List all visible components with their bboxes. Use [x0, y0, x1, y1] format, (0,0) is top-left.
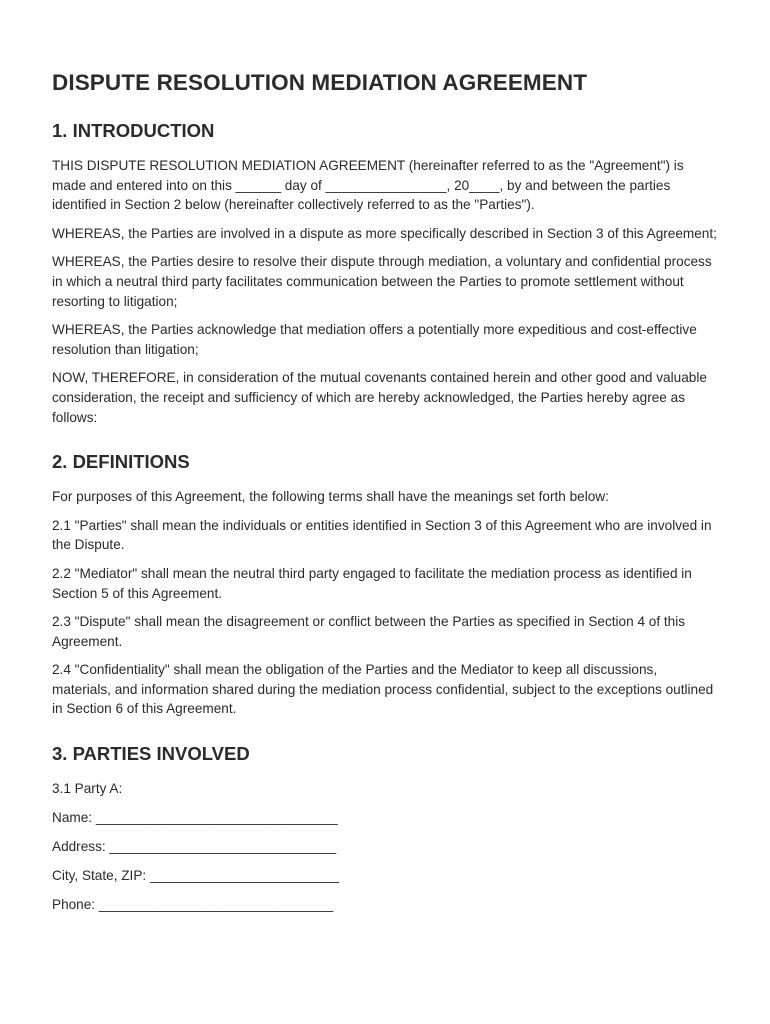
document-title: DISPUTE RESOLUTION MEDIATION AGREEMENT — [52, 70, 588, 95]
definition-item: 2.1 "Parties" shall mean the individuals or entities identified in Section 3 of this Agreement who are involved in the Dispute. — [52, 517, 712, 553]
address-field[interactable]: Address: ______________________________ — [52, 839, 337, 855]
whereas-paragraph: WHEREAS, the Parties desire to resolve their dispute through mediation, a voluntary and confidential process in which a neutral third party facilitates communication between the Parties to promote settlement without resorting to litigation; — [52, 254, 712, 309]
section-introduction — [52, 120, 718, 427]
phone-field[interactable]: Phone: _______________________________ — [52, 897, 334, 912]
definition-item: 2.4 "Confidentiality" shall mean the obligation of the Parties and the Mediator to keep all discussions, materials, and information shared during the mediation process confidential, subject to the exceptions outlined in Section 6 of this Agreement. — [52, 662, 714, 717]
definition-item: 2.2 "Mediator" shall mean the neutral third party engaged to facilitate the mediation process as identified in Section 5 of this Agreement. — [52, 565, 692, 601]
section-parties — [52, 743, 718, 915]
section-heading-parties: 3. PARTIES INVOLVED — [52, 743, 250, 765]
definition-item: 2.3 "Dispute" shall mean the disagreement or conflict between the Parties as specified in Section 4 of this Agreement. — [52, 614, 686, 649]
whereas-paragraph: WHEREAS, the Parties acknowledge that mediation offers a potentially more expeditious and cost-effective resolution than litigation; — [52, 322, 697, 357]
intro-paragraph: THIS DISPUTE RESOLUTION MEDIATION AGREEMENT (hereinafter referred to as the "Agreement") is made and entered into on this ______ day of ________________, 20____, by and between the parties identified in Section 2 below (hereinafter collectively referred to as the "Parties"). — [52, 158, 684, 213]
name-field[interactable]: Name: ________________________________ — [52, 810, 338, 826]
section-definitions — [52, 451, 718, 719]
section-heading-introduction: 1. INTRODUCTION — [52, 120, 215, 141]
now-therefore-paragraph: NOW, THEREFORE, in consideration of the mutual covenants contained herein and other good and valuable consideration, the receipt and sufficiency of which are hereby acknowledged, the Parties hereby agree as follows: — [52, 370, 707, 425]
section-heading-definitions: 2. DEFINITIONS — [52, 451, 190, 473]
party-a-label: 3.1 Party A: — [52, 781, 123, 797]
whereas-paragraph: WHEREAS, the Parties are involved in a dispute as more specifically described in Section 3 of this Agreement; — [52, 225, 717, 241]
definitions-intro: For purposes of this Agreement, the following terms shall have the meanings set forth below: — [52, 489, 609, 505]
city-state-zip-field[interactable]: City, State, ZIP: _________________________ — [52, 868, 339, 884]
